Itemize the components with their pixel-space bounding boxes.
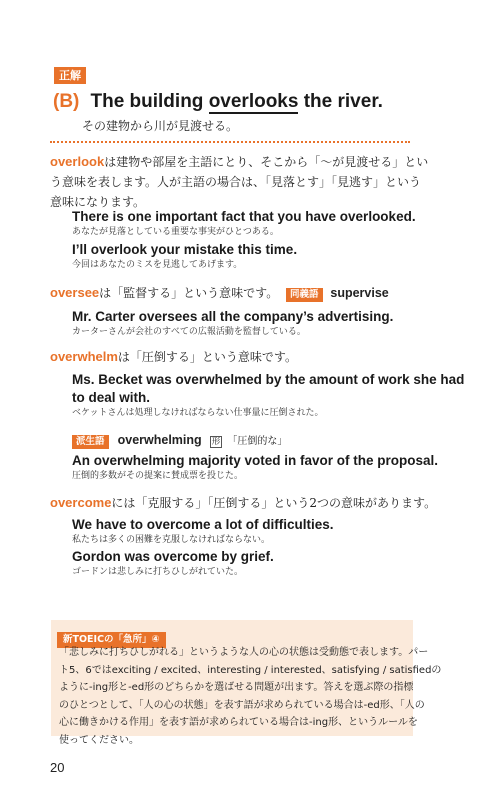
derived-meaning: 「圧倒的な」 bbox=[227, 436, 288, 447]
tip-line: 心に働きかける作用」を表す語が求められている場合は-ing形、というルールを bbox=[59, 717, 418, 728]
overwhelm-explanation bbox=[50, 347, 297, 367]
overcome-explanation bbox=[50, 493, 436, 513]
oversee-example bbox=[72, 308, 393, 338]
answer-translation: その建物から川が見渡せる。 bbox=[82, 119, 239, 133]
example-english: There is one important fact that you have overlooked. bbox=[72, 209, 416, 224]
dotted-divider bbox=[50, 141, 410, 143]
example-english: We have to overcome a lot of difficulties. bbox=[72, 517, 334, 532]
tip-box bbox=[51, 620, 442, 746]
oversee-explanation bbox=[50, 283, 389, 303]
tip-line: ト5、6ではexciting / excited、interesting / interested、satisfying / satisfiedの bbox=[59, 664, 442, 676]
example-english-line1: Ms. Becket was overwhelmed by the amount of work she had bbox=[72, 372, 465, 387]
answer-letter: (B) bbox=[53, 91, 80, 112]
overcome-headword: overcome bbox=[50, 495, 112, 510]
overlook-example-1 bbox=[72, 208, 416, 238]
overcome-text: には「克服する」「圧倒する」という2つの意味があります。 bbox=[111, 496, 437, 510]
example-japanese: あなたが見落としている重要な事実がひとつある。 bbox=[72, 227, 279, 237]
tip-line: のひとつとして、「人の心の状態」を表す語が求められている場合は-ed形、「人の bbox=[59, 699, 425, 711]
derived-word-line bbox=[72, 429, 287, 449]
answer-sentence-post: the river. bbox=[298, 91, 383, 112]
answer-badge-label: 正解 bbox=[54, 67, 86, 84]
answer-badge bbox=[54, 64, 86, 84]
example-english: I’ll overlook your mistake this time. bbox=[72, 242, 298, 257]
overlook-line1: は建物や部屋を主語にとり、そこから「～が見渡せる」とい bbox=[104, 155, 429, 169]
example-english: An overwhelming majority voted in favor of the proposal. bbox=[72, 453, 439, 468]
example-japanese: 私たちは多くの困難を克服しなければならない。 bbox=[72, 535, 271, 545]
overlook-headword: overlook bbox=[50, 154, 105, 169]
tip-line: ように-ing形と-ed形のどちらかを選ばせる問題が出ます。答えを選ぶ際の指標 bbox=[59, 682, 414, 693]
example-japanese: ゴードンは悲しみに打ちひしがれていた。 bbox=[72, 567, 244, 577]
example-english-line2: to deal with. bbox=[72, 390, 151, 405]
tip-line: 使ってください。 bbox=[59, 734, 139, 746]
synonym-word: supervise bbox=[330, 286, 389, 300]
overcome-example-2 bbox=[72, 548, 274, 578]
example-english: Gordon was overcome by grief. bbox=[72, 549, 274, 564]
answer-sentence bbox=[53, 91, 383, 113]
example-japanese: カーターさんが会社のすべての広報活動を監督している。 bbox=[72, 327, 306, 337]
tip-line: 「悲しみに打ちひしがれる」というような人の心の状態は受動態で表します。パー bbox=[59, 647, 429, 658]
overwhelm-example bbox=[72, 371, 464, 419]
overwhelming-example bbox=[72, 452, 438, 482]
overwhelm-text: は「圧倒する」という意味です。 bbox=[117, 350, 297, 364]
page-number: 20 bbox=[50, 760, 65, 775]
tip-title: 新TOEICの「急所」④ bbox=[57, 632, 166, 648]
tip-body bbox=[59, 644, 441, 749]
overlook-line2: う意味を表します。人が主語の場合は、「見落とす」「見逃す」という bbox=[50, 175, 422, 189]
overwhelm-headword: overwhelm bbox=[50, 349, 118, 364]
overlook-line3: 意味になります。 bbox=[50, 195, 146, 209]
oversee-headword: oversee bbox=[50, 285, 100, 300]
example-japanese: 今回はあなたのミスを見逃してあげます。 bbox=[72, 260, 243, 270]
example-english: Mr. Carter oversees all the company’s advertising. bbox=[72, 309, 394, 324]
overlook-example-2 bbox=[72, 241, 297, 271]
oversee-text: は「監督する」という意味です。 bbox=[99, 286, 279, 300]
example-japanese: 圧倒的多数がその提案に賛成票を投じた。 bbox=[72, 471, 244, 481]
pos-marker: 形 bbox=[211, 437, 221, 447]
derived-word: overwhelming bbox=[117, 433, 202, 447]
derived-tag: 派生語 bbox=[72, 435, 109, 449]
overcome-example-1 bbox=[72, 516, 334, 546]
answer-keyword: overlooks bbox=[208, 91, 299, 112]
example-japanese: ベケットさんは処理しなければならない仕事量に圧倒された。 bbox=[72, 408, 324, 418]
answer-sentence-pre: The building bbox=[90, 91, 209, 112]
overlook-explanation bbox=[50, 152, 430, 212]
synonym-tag: 同義語 bbox=[286, 288, 323, 302]
